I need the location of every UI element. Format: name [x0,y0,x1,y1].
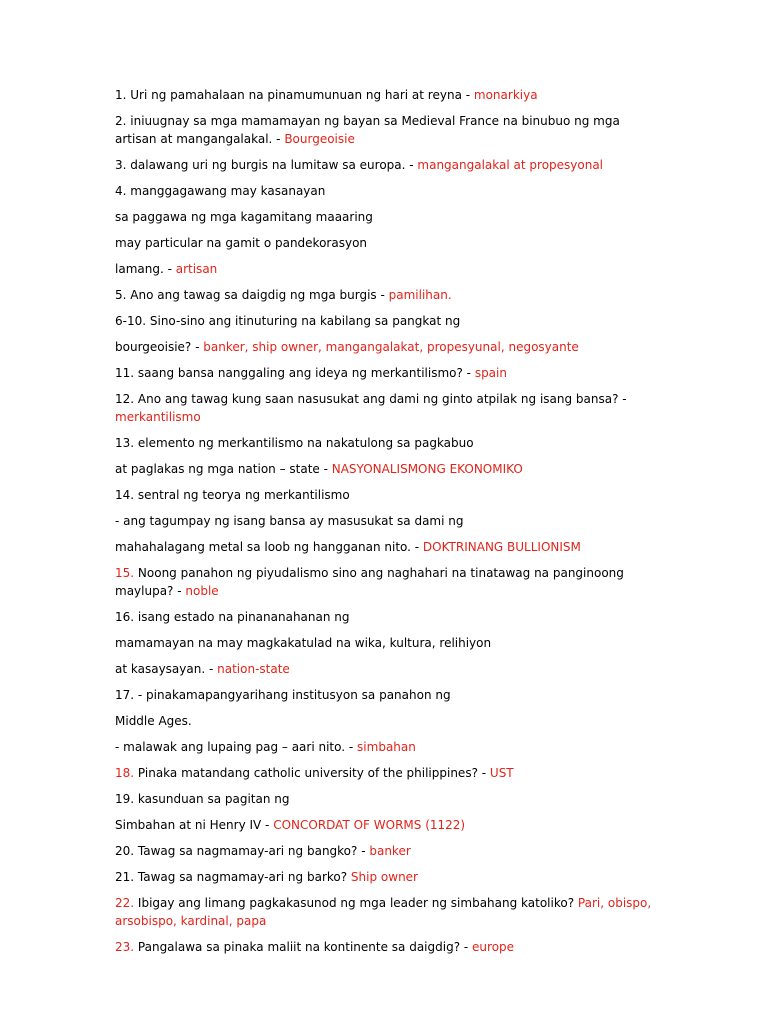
question-text: 19. kasunduan sa pagitan ng [115,792,290,806]
question-text: Simbahan at ni Henry IV - [115,818,274,832]
answer-text: europe [472,940,515,954]
qa-line [115,156,660,174]
item-number: 15. [115,566,135,580]
question-text: Pinaka matandang catholic university of the philippines? - [134,766,490,780]
qa-line [115,564,660,600]
qa-line [115,764,660,782]
qa-line [115,260,660,278]
answer-text: Pari, obispo, arsobispo, kardinal, papa [115,896,652,928]
qa-line [115,712,660,730]
item-number: 22. [115,896,135,910]
answer-text: noble [185,584,219,598]
question-text: - ang tagumpay ng isang bansa ay masusukat sa dami ng [115,514,464,528]
qa-line [115,790,660,808]
answer-text: DOKTRINANG BULLIONISM [422,540,581,554]
qa-line [115,686,660,704]
question-text: 1. Uri ng pamahalaan na pinamumunuan ng hari at reyna - [115,88,474,102]
question-text: 16. isang estado na pinananahanan ng [115,610,350,624]
question-text: 20. Tawag sa nagmamay-ari ng bangko? - [115,844,370,858]
question-text: may particular na gamit o pandekorasyon [115,236,368,250]
answer-text: Bourgeoisie [284,132,355,146]
qa-line [115,338,660,356]
answer-text: NASYONALISMONG EKONOMIKO [331,462,523,476]
qa-line [115,634,660,652]
question-text: sa paggawa ng mga kagamitang maaaring [115,210,373,224]
question-text: 6-10. Sino-sino ang itinuturing na kabilang sa pangkat ng [115,314,461,328]
question-text: 11. saang bansa nanggaling ang ideya ng merkantilismo? - [115,366,475,380]
item-number: 23. [115,940,135,954]
question-text: - malawak ang lupaing pag – aari nito. - [115,740,358,754]
qa-line [115,842,660,860]
question-text: bourgeoisie? - [115,340,204,354]
answer-text: pamilihan. [388,288,452,302]
answer-text: simbahan [357,740,416,754]
answer-text: UST [489,766,514,780]
question-text: at kasaysayan. - [115,662,218,676]
question-text: mamamayan na may magkakatulad na wika, kultura, relihiyon [115,636,492,650]
answer-text: monarkiya [473,88,538,102]
question-text: 13. elemento ng merkantilismo na nakatulong sa pagkabuo [115,436,474,450]
question-text: Noong panahon ng piyudalismo sino ang naghahari na tinatawag na panginoong maylupa? - [115,566,624,598]
question-text: Pangalawa sa pinaka maliit na kontinente sa daigdig? - [134,940,473,954]
qa-line [115,738,660,756]
qa-line [115,208,660,226]
answer-text: nation-state [217,662,290,676]
question-text: lamang. - [115,262,176,276]
qa-line [115,86,660,104]
answer-text: spain [474,366,507,380]
question-text: 4. manggagawang may kasanayan [115,184,326,198]
qa-line [115,434,660,452]
answer-text: mangangalakal at propesyonal [417,158,604,172]
answer-text: banker, ship owner, mangangalakat, propesyunal, negosyante [203,340,579,354]
question-text: 12. Ano ang tawag kung saan nasusukat ang dami ng ginto atpilak ng isang bansa? - [115,392,627,406]
qa-line [115,364,660,382]
qa-line [115,608,660,626]
qa-line [115,390,660,426]
question-text: 14. sentral ng teorya ng merkantilismo [115,488,350,502]
qa-line [115,512,660,530]
qa-line [115,234,660,252]
qa-line [115,286,660,304]
answer-text: merkantilismo [115,410,201,424]
answer-text: CONCORDAT OF WORMS (1122) [273,818,466,832]
qa-line [115,894,660,930]
qa-line [115,938,660,956]
qa-line [115,460,660,478]
document-body [115,86,660,964]
question-text: 21. Tawag sa nagmamay-ari ng barko? [115,870,351,884]
qa-line [115,182,660,200]
qa-line [115,486,660,504]
question-text: 2. iniuugnay sa mga mamamayan ng bayan sa Medieval France na binubuo ng mga artisan at mangangalakal. - [115,114,620,146]
answer-text: artisan [175,262,218,276]
question-text: at paglakas ng mga nation – state - [115,462,332,476]
answer-text: Ship owner [350,870,418,884]
qa-line [115,660,660,678]
item-number: 18. [115,766,135,780]
qa-line [115,112,660,148]
question-text: Ibigay ang limang pagkakasunod ng mga leader ng simbahang katoliko? [134,896,578,910]
qa-line [115,868,660,886]
question-text: 3. dalawang uri ng burgis na lumitaw sa europa. - [115,158,418,172]
question-text: mahahalagang metal sa loob ng hangganan nito. - [115,540,423,554]
qa-line [115,312,660,330]
qa-line [115,538,660,556]
answer-text: banker [369,844,411,858]
question-text: Middle Ages. [115,714,192,728]
qa-line [115,816,660,834]
question-text: 17. - pinakamapangyarihang institusyon sa panahon ng [115,688,451,702]
question-text: 5. Ano ang tawag sa daigdig ng mga burgis - [115,288,389,302]
